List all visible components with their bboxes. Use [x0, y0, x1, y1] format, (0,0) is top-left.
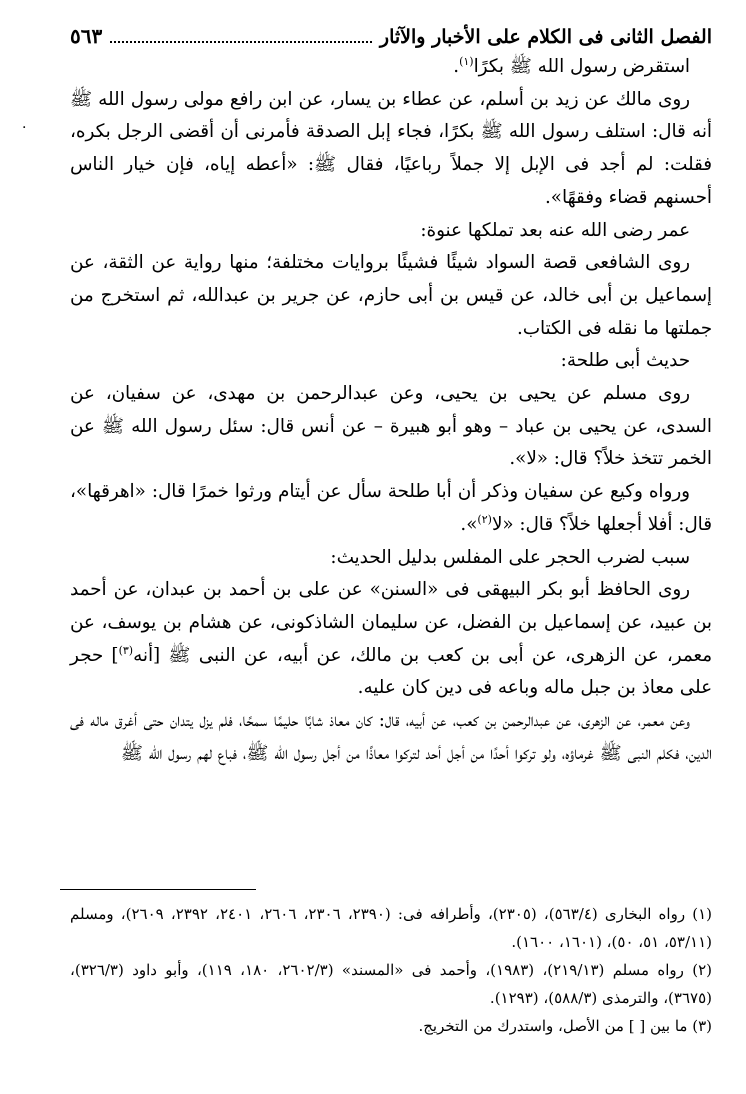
footnote-line: (٣٢٦/٣)، (٣٦٧٥)، والترمذى (٥٨٨/٣)، (١٢٩٣).	[70, 961, 712, 1007]
text-line: حليمًا سمحًا، فلم يزل يتدان حتى أغرق ماله فى الدين، فكلم النبى ﷺ غرماؤه، ولو	[70, 710, 712, 764]
footnote-2	[70, 956, 712, 1012]
paragraph	[70, 476, 712, 541]
text-line: روى مسلم عن يحيى بن يحيى، وعن عبدالرحمن بن مهدى، عن سفيان، عن السدى،	[70, 383, 712, 437]
page-number: ٥٦٣	[70, 24, 103, 48]
footnote-separator	[60, 889, 256, 890]
text-line: تتخذ خلاً؟ قال: «لا».	[509, 448, 664, 470]
text-line: إسماعيل بن أبى خالد، عن قيس بن أبى حازم، عن جرير بن عبدالله، ثم استخرج من	[70, 284, 712, 306]
footnote-1	[70, 900, 712, 956]
text-line: جملتها ما نقله فى الكتاب.	[516, 317, 712, 339]
section-heading-abu-talha: حديث أبى طلحة:	[560, 350, 690, 372]
paragraph	[70, 705, 712, 770]
text-line: على معاذ بن جبل ماله وباعه فى دين كان عليه.	[357, 677, 712, 699]
text-line: روى الحافظ أبو بكر البيهقى فى «السنن» عن على بن أحمد بن عبدان، عن أحمد بن	[70, 579, 712, 633]
text-line: .	[453, 56, 460, 77]
footnote-ref-2[interactable]: (٢)	[477, 512, 492, 526]
footnote-line: (٢) رواه مسلم (٢١٩/١٣)، (١٩٨٣)، وأحمد فى «المسند» (٢٦٠٢/٣، ١٨٠، ١١٩)، وأبو داود	[132, 961, 713, 979]
footnote-ref-3[interactable]: (٣)	[118, 643, 134, 657]
paragraph	[70, 378, 712, 476]
section-heading-loan	[70, 51, 712, 84]
text-line: أنه قال: استلف رسول الله ﷺ بكرًا، فجاء إبل الصدقة فأمرنى أن أقضى الرجل بكره،	[70, 121, 712, 143]
text-line: فقلت: لم أجد فى الإبل إلا جملاً رباعيًا، فقال ﷺ: «أعطه إياه، فإن خيار الناس	[70, 154, 712, 176]
running-header	[70, 22, 712, 51]
text-line: ورواه وكيع عن سفيان وذكر أن أبا طلحة سأل عن أيتام ورثوا خمرًا قال:	[151, 481, 690, 503]
text-line: ».	[460, 513, 478, 535]
footnote-ref-1[interactable]: (١)	[459, 54, 474, 68]
text-line: روى الشافعى قصة السواد شيئًا فشيئًا بروايات مختلفة؛ منها رواية عن الثقة، عن	[70, 252, 690, 274]
text-line: «اهرقها»، قال: أفلا أجعلها خلاً؟ قال: «لا	[70, 481, 712, 535]
section-heading-umar: عمر رضى الله عنه بعد تملكها عنوة:	[420, 219, 690, 241]
body-text	[70, 51, 712, 770]
text-line: روى مالك عن زيد بن أسلم، عن عطاء بن يسار، عن ابن رافع مولى رسول الله ﷺ	[70, 88, 690, 110]
paragraph	[70, 84, 712, 215]
footnote-line: (١) رواه البخارى (٥٦٣/٤)، (٢٣٠٥)، وأطرافه فى: (٢٣٩٠، ٢٣٠٦، ٢٦٠٦، ٢٤٠١، ٢٣٩٢،	[170, 905, 712, 923]
footnotes	[70, 900, 712, 1040]
text-line: وعن معمر، عن الزهرى، عن عبدالرحمن بن كعب، عن أبيه، قال: كان معاذ شابًا	[304, 710, 690, 732]
paragraph	[70, 247, 712, 345]
paragraph	[70, 574, 712, 705]
section-heading-bankrupt: سبب لضرب الحجر على المفلس بدليل الحديث:	[330, 546, 690, 568]
header-dot-leader	[110, 40, 372, 43]
page	[70, 22, 712, 770]
text-line: عبيد، عن إسماعيل بن الفضل، عن سليمان الشاذكونى، عن هشام بن يوسف، عن	[70, 611, 687, 633]
margin-mark: ·	[22, 120, 27, 136]
text-line: معمر، عن الزهرى، عن أبى بن كعب بن مالك، عن أبيه، عن النبى ﷺ [أنه	[133, 644, 713, 666]
text-line: ] حجر	[70, 644, 119, 666]
footnote-3: (٣) ما بين [ ] من الأصل، واستدرك من التخريج.	[418, 1017, 712, 1035]
text-line: تركوا أحدًا من أجل أحد لتركوا معاذًا من أجل رسول الله ﷺ، فباع لهم رسول الله ﷺ	[120, 742, 536, 764]
text-line: استقرض رسول الله ﷺ بكرًا	[473, 56, 690, 77]
footnote-line: ٢٦٠٩)، ومسلم (٥٣/١١، ٥١، ٥٠)، (١٦٠١، ١٦٠٠).	[70, 905, 712, 951]
text-line: عن يحيى بن عباد – وهو أبو هبيرة – عن أنس قال: سئل رسول الله ﷺ عن الخمر	[70, 415, 712, 470]
text-line: أحسنهم قضاء وفقهًا».	[545, 186, 712, 208]
header-title: الفصل الثانى فى الكلام على الأخبار والآثار	[379, 26, 712, 48]
